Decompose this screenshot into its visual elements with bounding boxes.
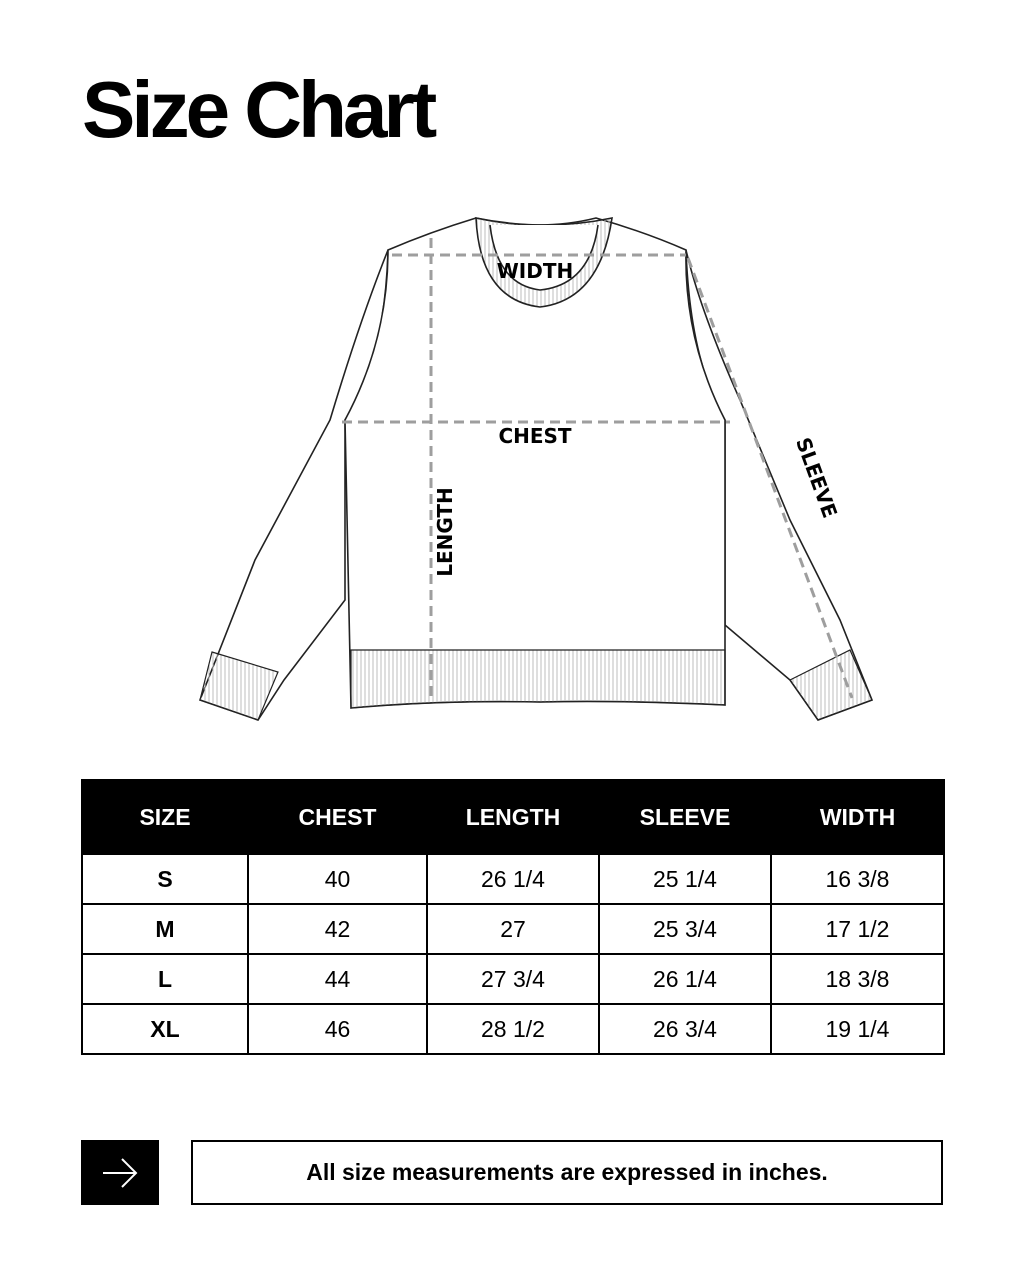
width-cell: 16 3/8	[771, 854, 944, 904]
size-cell: S	[82, 854, 248, 904]
table-row	[82, 854, 944, 904]
table-row	[82, 1004, 944, 1054]
length-cell: 26 1/4	[427, 854, 599, 904]
measurement-note-text: All size measurements are expressed in inches.	[306, 1159, 828, 1185]
table-row	[82, 954, 944, 1004]
sleeve-cell: 26 3/4	[599, 1004, 771, 1054]
chest-cell: 46	[248, 1004, 427, 1054]
chest-label: CHEST	[498, 424, 572, 448]
sweater-diagram	[0, 200, 1024, 740]
header-width: WIDTH	[771, 780, 944, 854]
size-table	[81, 779, 945, 1055]
length-label: LENGTH	[433, 487, 457, 577]
sleeve-cell: 26 1/4	[599, 954, 771, 1004]
page-title: Size Chart	[82, 65, 434, 154]
arrow-right-icon	[100, 1153, 140, 1193]
chest-cell: 44	[248, 954, 427, 1004]
sleeve-label: SLEEVE	[791, 434, 843, 522]
arrow-box	[81, 1140, 159, 1205]
length-cell: 27 3/4	[427, 954, 599, 1004]
width-cell: 17 1/2	[771, 904, 944, 954]
length-cell: 28 1/2	[427, 1004, 599, 1054]
size-cell: XL	[82, 1004, 248, 1054]
chest-cell: 42	[248, 904, 427, 954]
header-chest: CHEST	[248, 780, 427, 854]
size-cell: M	[82, 904, 248, 954]
width-label: WIDTH	[496, 259, 574, 283]
length-cell: 27	[427, 904, 599, 954]
header-length: LENGTH	[427, 780, 599, 854]
sweater-outline	[200, 218, 872, 720]
header-sleeve: SLEEVE	[599, 780, 771, 854]
header-size: SIZE	[82, 780, 248, 854]
sleeve-cell: 25 1/4	[599, 854, 771, 904]
table-header-row	[82, 780, 944, 854]
table-row	[82, 904, 944, 954]
chest-cell: 40	[248, 854, 427, 904]
hem-ribbing	[351, 650, 725, 708]
width-cell: 18 3/8	[771, 954, 944, 1004]
measurement-note	[191, 1140, 943, 1205]
sleeve-cell: 25 3/4	[599, 904, 771, 954]
width-cell: 19 1/4	[771, 1004, 944, 1054]
size-cell: L	[82, 954, 248, 1004]
